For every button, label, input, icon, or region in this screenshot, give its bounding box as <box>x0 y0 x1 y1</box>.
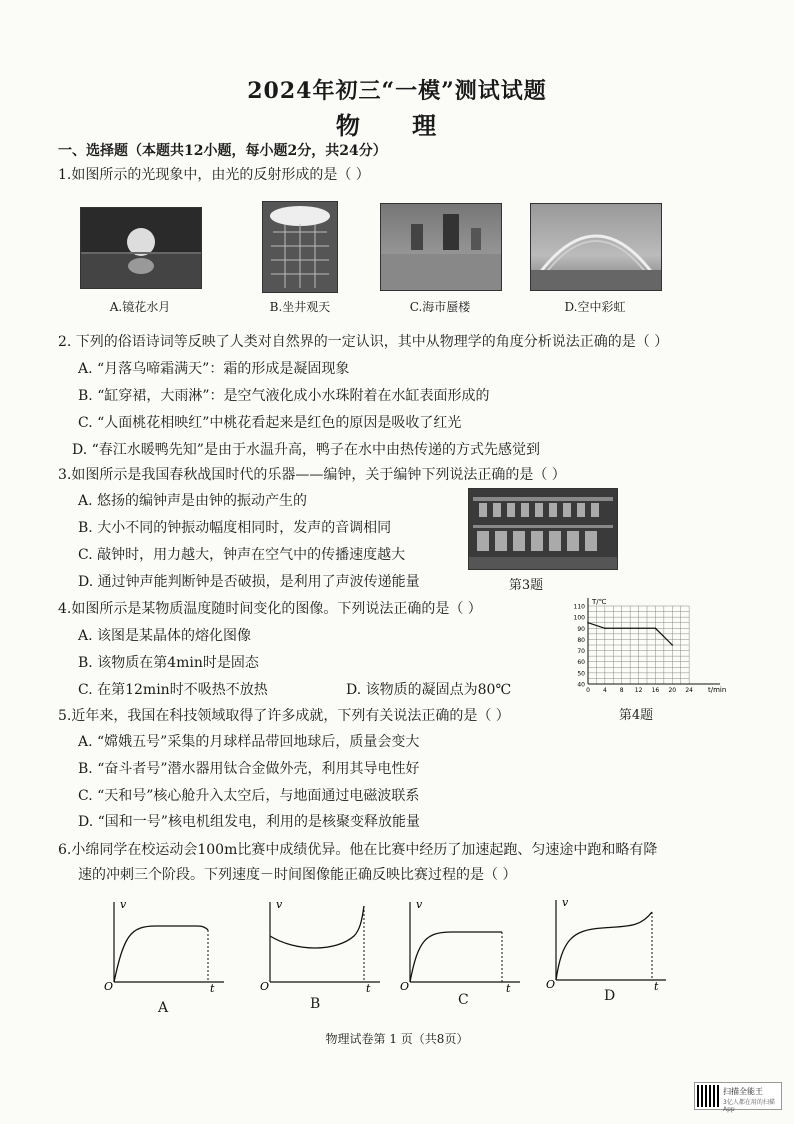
moon-reflection-image <box>80 207 202 289</box>
y-tick-label: 60 <box>577 659 585 667</box>
graph-d-v-label: v <box>562 896 569 909</box>
graph-b-origin: O <box>260 980 270 992</box>
q5-option-a: A. “嫦娥五号”采集的月球样品带回地球后，质量会变大 <box>78 734 420 750</box>
question-6-stem-line1: 6.小绵同学在校运动会100m比赛中成绩优异。他在比赛中经历了加速起跑、匀速途中跑和略有降 <box>58 842 658 858</box>
page-footer: 物理试卷第 1 页（共8页） <box>325 1032 469 1046</box>
mirage-image <box>380 203 502 291</box>
question-2-stem: 2. 下列的俗语诗词等反映了人类对自然界的一定认识，其中从物理学的角度分析说法正确的是（ ） <box>58 334 669 350</box>
graph-c-origin: O <box>400 980 410 992</box>
vt-graph-b-label: B <box>310 996 321 1012</box>
x-tick-label: 4 <box>602 687 607 694</box>
exam-title: 2024年初三“一模”测试试题 <box>247 78 547 104</box>
y-tick-label: 50 <box>577 670 585 678</box>
watermark-brand: 扫描全能王 <box>723 1087 763 1096</box>
scanner-watermark <box>694 1082 782 1113</box>
graph-a-t-label: t <box>210 982 215 992</box>
x-tick-label: 24 <box>685 687 693 694</box>
q3-option-a: A. 悠扬的编钟声是由钟的振动产生的 <box>78 493 308 509</box>
graph-c-v-label: v <box>416 898 423 911</box>
qr-code-icon <box>697 1085 719 1107</box>
well-image <box>262 201 338 293</box>
vt-graph-a <box>100 896 230 992</box>
q4-option-d: D. 该物质的凝固点为80℃ <box>346 682 512 698</box>
vt-graph-d-label: D <box>604 988 616 1004</box>
q1-caption-b: B.坐井观天 <box>269 300 331 314</box>
question-5-stem: 5.近年来，我国在科技领域取得了许多成就，下列有关说法正确的是（ ） <box>58 708 510 724</box>
q3-option-c: C. 敲钟时，用力越大，钟声在空气中的传播速度越大 <box>78 547 406 563</box>
graph-d-origin: O <box>546 978 556 990</box>
watermark-sub: 3亿人都在用的扫描App <box>723 1099 775 1113</box>
question-6-stem-line2: 速的冲刺三个阶段。下列速度－时间图像能正确反映比赛过程的是（ ） <box>78 867 517 883</box>
q1-caption-c: C.海市蜃楼 <box>409 300 471 314</box>
y-tick-label: 110 <box>573 603 585 611</box>
q4-figure-caption: 第4题 <box>618 708 654 723</box>
section-heading: 一、选择题（本题共12小题，每小题2分，共24分） <box>58 143 387 159</box>
x-tick-label: 8 <box>619 687 624 694</box>
y-tick-label: 70 <box>577 648 585 656</box>
chart-y-axis-label: T/℃ <box>592 598 607 606</box>
q4-option-a: A. 该图是某晶体的熔化图像 <box>78 628 252 644</box>
q5-option-d: D. “国和一号”核电机组发电，利用的是核聚变释放能量 <box>78 814 420 830</box>
vt-graph-c <box>396 896 526 992</box>
q2-option-b: B. “缸穿裙，大雨淋”：是空气液化成小水珠附着在水缸表面形成的 <box>78 388 490 404</box>
graph-c-t-label: t <box>506 982 511 992</box>
question-3-stem: 3.如图所示是我国春秋战国时代的乐器——编钟，关于编钟下列说法正确的是（ ） <box>58 467 566 483</box>
q5-option-b: B. “奋斗者号”潜水器用钛合金做外壳，利用其导电性好 <box>78 761 420 777</box>
q3-figure-caption: 第3题 <box>508 578 544 593</box>
y-tick-label: 40 <box>577 681 585 689</box>
chart-grid <box>588 606 689 684</box>
q3-option-b: B. 大小不同的钟振动幅度相同时，发声的音调相同 <box>78 520 392 536</box>
q4-option-c: C. 在第12min时不吸热不放热 <box>78 682 268 698</box>
x-tick-label: 12 <box>634 687 643 694</box>
vt-graph-c-label: C <box>458 992 469 1008</box>
subject-title: 物 理 <box>335 111 459 140</box>
graph-a-v-label: v <box>120 898 127 911</box>
question-4-stem: 4.如图所示是某物质温度随时间变化的图像。下列说法正确的是（ ） <box>58 601 482 617</box>
graph-b-t-label: t <box>366 982 371 992</box>
x-tick-label: 0 <box>586 687 590 694</box>
q2-option-a: A. “月落乌啼霜满天”：霜的形成是凝固现象 <box>78 361 350 377</box>
question-1-stem: 1.如图所示的光现象中，由光的反射形成的是（ ） <box>58 167 370 183</box>
x-tick-label: 20 <box>668 687 677 694</box>
rainbow-image <box>530 203 662 291</box>
chart-axes <box>588 598 720 684</box>
y-tick-label: 80 <box>577 636 585 644</box>
x-tick-label: 16 <box>651 687 660 694</box>
vt-graph-d <box>542 894 672 990</box>
q2-option-d: D. “春江水暖鸭先知”是由于水温升高，鸭子在水中由热传递的方式先感觉到 <box>72 442 540 458</box>
y-tick-label: 90 <box>577 625 585 633</box>
q3-option-d: D. 通过钟声能判断钟是否破损，是利用了声波传递能量 <box>78 574 420 590</box>
chart-x-axis-label: t/min <box>708 686 727 694</box>
q4-option-b: B. 该物质在第4min时是固态 <box>78 655 259 671</box>
q2-option-c: C. “人面桃花相映红”中桃花看起来是红色的原因是吸收了红光 <box>78 415 462 431</box>
q1-caption-a: A.镜花水月 <box>109 300 171 314</box>
y-tick-label: 100 <box>573 614 585 622</box>
graph-a-origin: O <box>104 980 114 992</box>
vt-graph-a-label: A <box>158 1000 169 1016</box>
q5-option-c: C. “天和号”核心舱升入太空后，与地面通过电磁波联系 <box>78 788 420 804</box>
bianzhong-image <box>468 488 618 570</box>
graph-b-v-label: v <box>276 898 283 911</box>
graph-d-t-label: t <box>654 980 659 990</box>
temperature-time-chart <box>566 592 730 696</box>
vt-graph-b <box>256 896 386 992</box>
q1-caption-d: D.空中彩虹 <box>564 300 626 314</box>
